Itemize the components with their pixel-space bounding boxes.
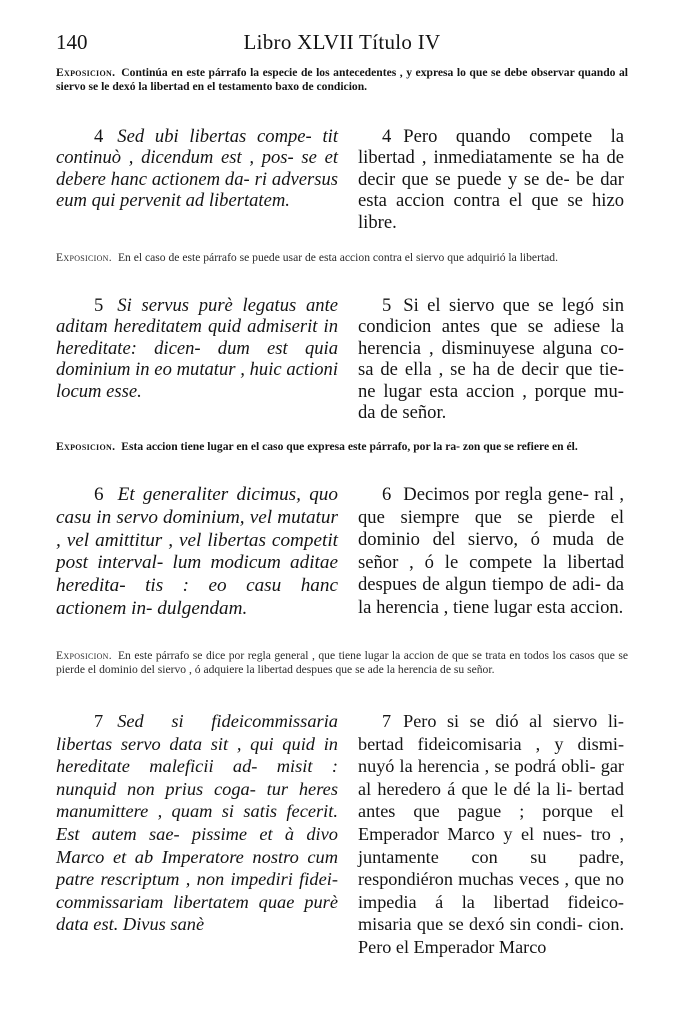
- exposicion-label: Exposicion.: [56, 440, 116, 453]
- latin-paragraph: [56, 126, 338, 212]
- exposicion-note: [56, 251, 628, 265]
- spanish-paragraph: [358, 710, 624, 959]
- latin-paragraph: [56, 295, 338, 402]
- exposicion-text: En este párrafo se dice por regla general , que tiene lugar la accion de que se trata en todos los casos que se pierde el dominio del siervo , ó adquiere la libertad despues que se ade la herencia de su señor.: [56, 649, 628, 677]
- paragraph-number: 7: [94, 711, 104, 731]
- paragraph-number: 5: [382, 295, 392, 316]
- latin-paragraph: [56, 484, 338, 621]
- latin-text: Si servus purè legatus ante aditam hereditatem quid admiserit in hereditate: dicen- dum est quia dominium in eo mutatur , huic actioni locum esse.: [56, 295, 338, 402]
- spanish-paragraph: [358, 484, 624, 620]
- spanish-paragraph: [358, 126, 624, 233]
- running-title: Libro XLVII Título IV: [243, 30, 441, 54]
- exposicion-text: Continúa en este párrafo la especie de los antecedentes , y expresa lo que se debe observar quando al siervo se le dexó la libertad en el testamento baxo de condicion.: [56, 66, 628, 94]
- exposicion-label: Exposicion.: [56, 251, 112, 264]
- spanish-paragraph: [358, 295, 624, 423]
- exposicion-text: Esta accion tiene lugar en el caso que expresa este párrafo, por la ra- zon que se refiere en él.: [121, 440, 578, 453]
- paragraph-number: 4: [382, 126, 392, 147]
- latin-text: Sed ubi libertas compe- tit continuò , dicendum est , pos- se et debere hanc actionem da- ri adversus eum qui pervenit ad libertatem.: [56, 126, 338, 212]
- exposicion-text: En el caso de este párrafo se puede usar de esta accion contra el siervo que adquirió la libertad.: [117, 251, 559, 264]
- spanish-text: Si el siervo que se legó sin condicion antes que se adiese la herencia , disminuyese alguna co- sa de ella , se ha de decir que tie- ne lugar esta accion , porque mu- da de señor.: [358, 295, 624, 424]
- latin-paragraph: [56, 710, 338, 936]
- exposicion-note: [56, 66, 628, 95]
- paragraph-number: 6: [382, 484, 392, 505]
- spanish-text: Pero quando compete la libertad , inmediatamente se ha de decir que se puede y se de- be dar esta accion contra el que se hizo libre.: [358, 126, 624, 233]
- paragraph-number: 4: [94, 126, 104, 147]
- paragraph-number: 6: [94, 484, 104, 505]
- page-header: [56, 30, 628, 56]
- latin-text: Et generaliter dicimus, quo casu in servo dominium, vel mutatur , vel amittitur , vel libertas competit post interval- lum modicum aditae heredita- tis : eo casu hanc actionem in- dulgendam.: [56, 484, 338, 619]
- spanish-text: Pero si se dió al siervo li- bertad fideicomisaria , y dismi- nuyó la herencia , se podrá obli- gar al heredero á que le dé la li- bertad antes que pague ; porque el Emperador Marco y el nues- tro , juntamente con su padre, respondiéron muchas veces , que no impedia á la libertad fideico- misaria que se dexó sin condi- cion. Pero el Emperador Marco: [358, 711, 624, 957]
- paragraph-number: 5: [94, 295, 104, 316]
- spanish-text: Decimos por regla gene- ral , que siempre que se pierde el dominio del siervo, ó muda de señor , ó le compete la libertad despues de algun tiempo de adi- da la herencia , tiene lugar esta accion.: [358, 484, 624, 618]
- latin-text: Sed si fideicommissaria libertas servo data sit , qui quid in hereditate maleficii ad- misit : nunquid non prius coga- tur heres manumittere , quam si satis fecerit. Est autem sae- pissime et à divo Marco et ab Imperatore nostro cum patre rescriptum , non impediri fidei- commissariam libertatem quae purè data est. Divus sanè: [56, 711, 338, 935]
- page-number: 140: [56, 30, 88, 54]
- exposicion-label: Exposicion.: [56, 649, 112, 662]
- exposicion-note: [56, 649, 628, 678]
- paragraph-number: 7: [382, 711, 392, 731]
- exposicion-label: Exposicion.: [56, 66, 116, 79]
- exposicion-note: [56, 440, 628, 454]
